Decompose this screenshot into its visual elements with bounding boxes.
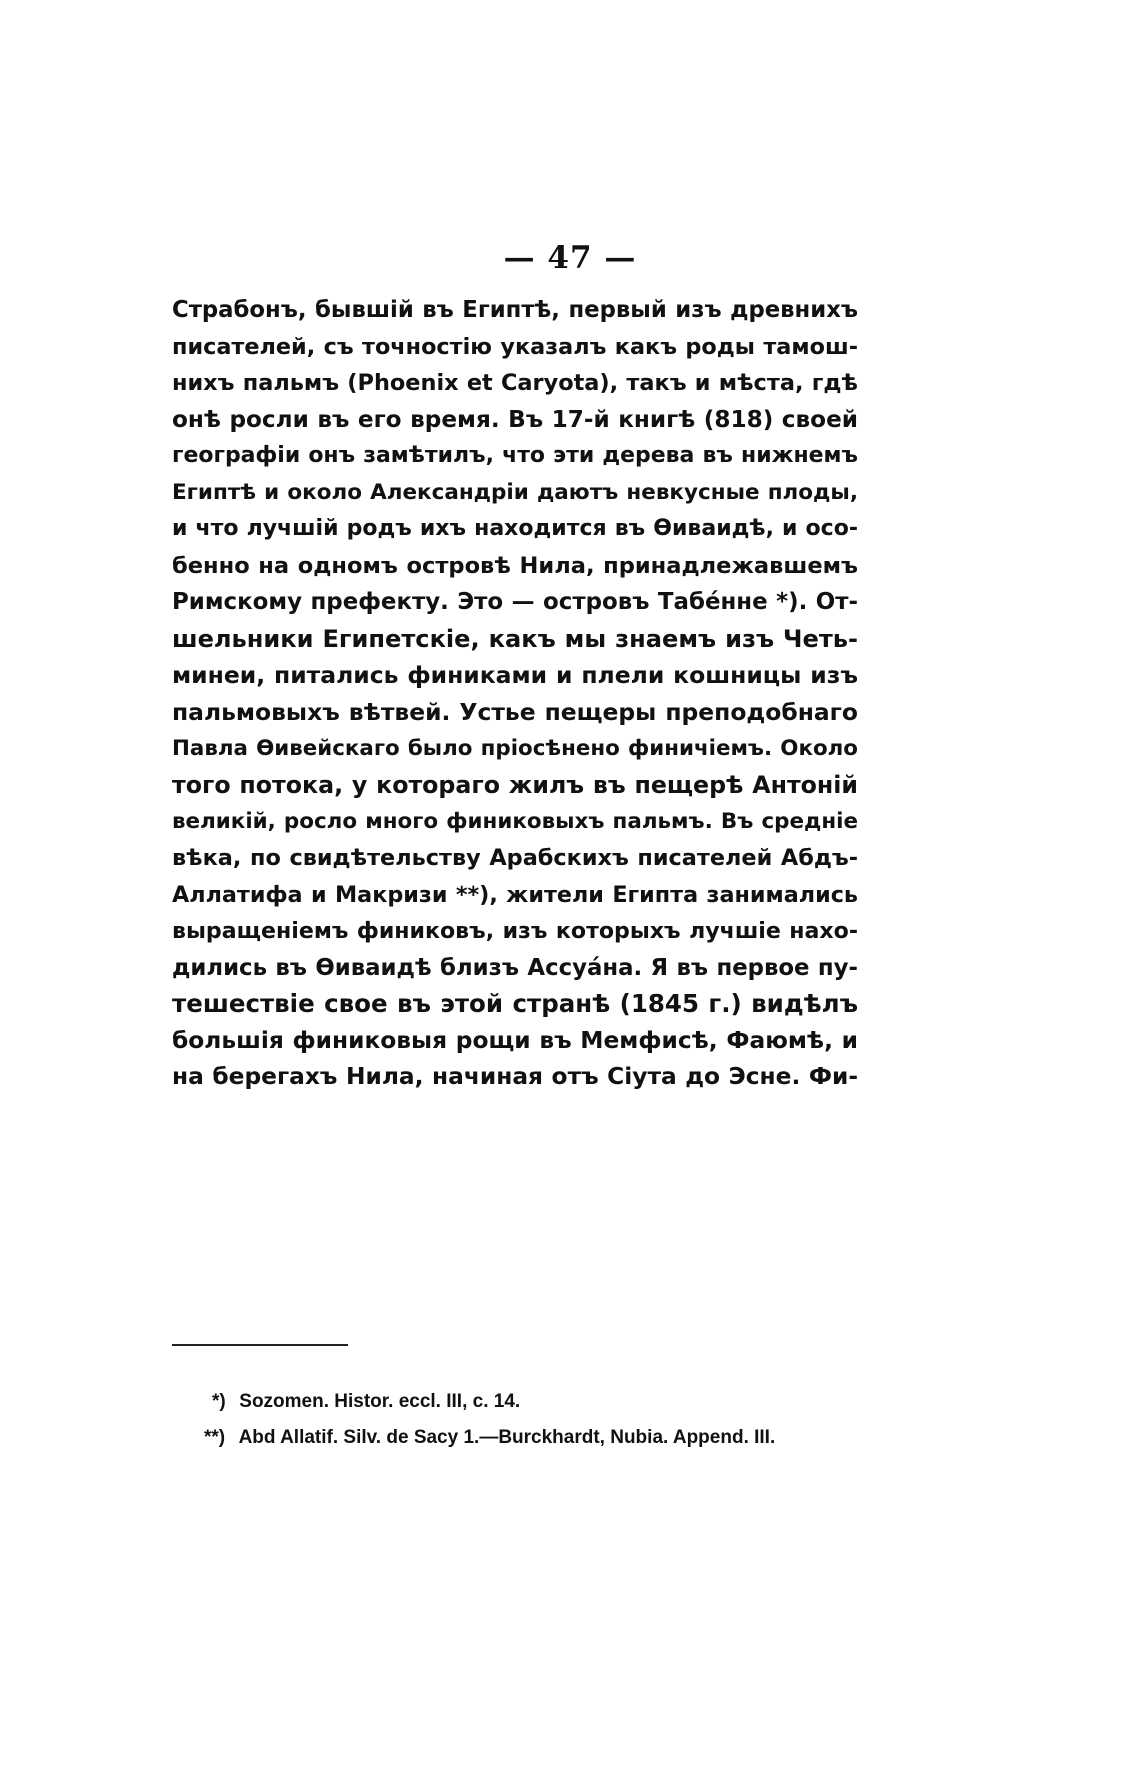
text-line: Римскому префекту. Это — островъ Табе́нне *). От- <box>172 589 858 616</box>
footnote-mark: *) <box>212 1391 226 1412</box>
body-text <box>172 292 858 1096</box>
text-line: Страбонъ, бывшій въ Египтѣ, первый изъ древнихъ <box>172 297 858 323</box>
text-line: пальмовыхъ вѣтвей. Устье пещеры преподобнаго <box>172 698 858 727</box>
text-line: тешествіе свое въ этой странѣ (1845 г.) видѣлъ <box>172 989 858 1019</box>
footnote-text: Sozomen. Histor. eccl. III, c. 14. <box>239 1391 521 1412</box>
text-line: Египтѣ и около Александріи даютъ невкусные плоды, <box>172 479 858 505</box>
text-line: великій, росло много финиковыхъ пальмъ. Въ средніе <box>172 808 858 834</box>
footnote-divider <box>172 1344 348 1346</box>
text-line: дились въ Өиваидѣ близъ Ассуа́на. Я въ первое пу- <box>172 954 858 981</box>
text-line: Аллатифа и Макризи **), жители Египта занимались <box>172 881 858 908</box>
text-line: Павла Өивейскаго было пріосѣнено финичіемъ. Около <box>172 735 858 761</box>
text-line: бенно на одномъ островѣ Нила, принадлежавшемъ <box>172 552 858 579</box>
footnotes <box>204 1384 872 1456</box>
text-line: минеи, питались финиками и плели кошницы изъ <box>172 661 858 690</box>
page-number: — 47 — <box>503 240 637 276</box>
text-line: вѣка, по свидѣтельству Арабскихъ писателей Абдъ- <box>172 845 858 872</box>
text-line: онѣ росли въ его время. Въ 17-й книгѣ (818) своей <box>172 406 858 433</box>
text-line: нихъ пальмъ (Phoenix et Caryota), такъ и мѣста, гдѣ <box>172 370 858 397</box>
text-line: писателей, съ точностію указалъ какъ роды тамош- <box>172 333 858 360</box>
text-line: выращеніемъ финиковъ, изъ которыхъ лучшіе нахо- <box>172 918 858 945</box>
footnote-mark: **) <box>204 1427 226 1448</box>
footnote-text: Abd Allatif. Silv. de Sacy 1.—Burckhardt, Nubia. Append. III. <box>238 1427 776 1448</box>
text-line: шельники Египетскіе, какъ мы знаемъ изъ Четь- <box>172 624 858 653</box>
text-line: на берегахъ Нила, начиная отъ Сіута до Эсне. Фи- <box>172 1063 858 1091</box>
text-line: географіи онъ замѣтилъ, что эти дерева въ нижнемъ <box>172 443 858 469</box>
text-line: и что лучшій родъ ихъ находится въ Өиваидѣ, и осо- <box>172 516 858 542</box>
footnote <box>212 1384 872 1420</box>
text-line: большія финиковыя рощи въ Мемфисѣ, Фаюмѣ, и <box>172 1026 858 1054</box>
text-line: того потока, у котораго жилъ въ пещерѣ Антоній <box>172 771 858 800</box>
footnote <box>204 1420 872 1456</box>
